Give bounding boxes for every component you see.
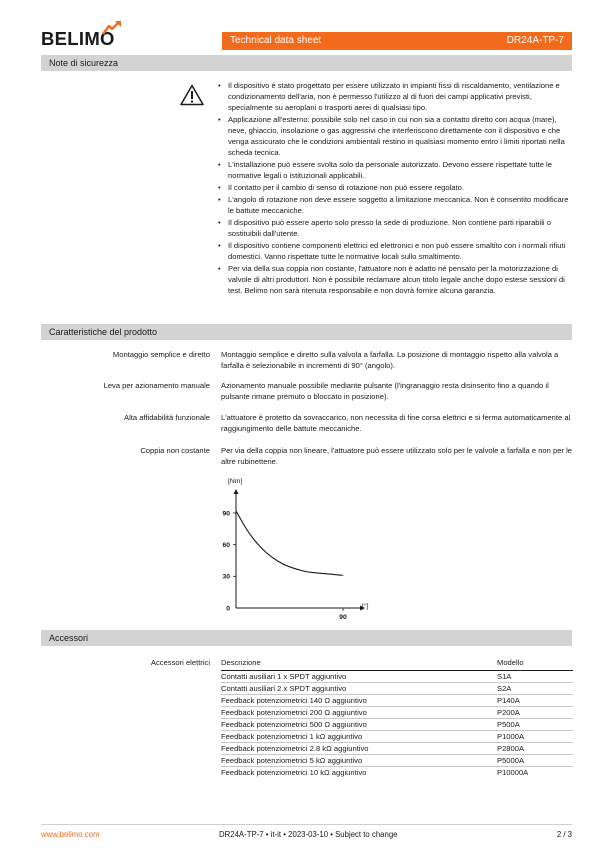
footer-info: DR24A-TP-7 • it-it • 2023-03-10 • Subject to change: [219, 830, 398, 839]
model-cell: S1A: [497, 670, 573, 682]
description-cell: Contatti ausiliari 2 x SPDT aggiuntivo: [221, 682, 497, 694]
warning-icon: [180, 84, 204, 106]
model-cell: P200A: [497, 706, 573, 718]
table-row: [221, 682, 573, 694]
feature-text: Montaggio semplice e diretto sulla valvola a farfalla. La posizione di montaggio rispetto alla valvola a farfalla è selezionabile in incrementi di 90° (angolo).: [221, 350, 559, 370]
belimo-logo: [41, 26, 121, 50]
model-cell: P140A: [497, 694, 573, 706]
table-row: [221, 766, 573, 778]
section-features: Caratteristiche del prodotto: [41, 324, 572, 340]
y-axis-arrow: [234, 489, 239, 494]
logo-arrow-icon: [101, 20, 123, 36]
column-header: Descrizione: [221, 656, 497, 670]
description-cell: Feedback potenziometrici 500 Ω aggiuntivo: [221, 718, 497, 730]
safety-item: • L'angolo di rotazione non deve essere soggetto a limitazione meccanica. Non è consentito modificare le battute meccaniche.: [218, 194, 574, 216]
y-tick-label: 0: [226, 605, 230, 613]
y-tick-label: 60: [222, 542, 230, 550]
x-axis-label: [°]: [362, 603, 369, 610]
logo-text: BELIMO: [41, 28, 115, 49]
y-tick-label: 30: [222, 573, 230, 581]
accessories-label: Accessori elettrici: [150, 658, 210, 667]
description-cell: Feedback potenziometrici 140 Ω aggiuntivo: [221, 694, 497, 706]
section-safety: Note di sicurezza: [41, 55, 572, 71]
model-cell: P1000A: [497, 730, 573, 742]
table-row: [221, 694, 573, 706]
description-cell: Feedback potenziometrici 200 Ω aggiuntivo: [221, 706, 497, 718]
model-cell: P5000A: [497, 754, 573, 766]
feature-label: Alta affidabilità funzionale: [124, 413, 210, 422]
table-header-row: [221, 656, 573, 670]
torque-chart: [212, 470, 382, 630]
section-accessories: Accessori: [41, 630, 572, 646]
feature-label: Leva per azionamento manuale: [103, 381, 210, 390]
model-cell: P10000A: [497, 767, 529, 777]
description-cell: Feedback potenziometrici 2.8 kΩ aggiuntivo: [221, 742, 497, 754]
table-row: [221, 706, 573, 718]
description-cell: Contatti ausiliari 1 x SPDT aggiuntivo: [221, 670, 497, 682]
column-header: Modello: [497, 656, 573, 670]
feature-text: L'attuatore è protetto da sovraccarico, non necessita di fine corsa elettrici e si ferma automaticamente al raggiungimento delle battute meccaniche.: [221, 413, 571, 433]
feature-label: Montaggio semplice e diretto: [112, 350, 210, 359]
x-tick-label: 90: [339, 614, 347, 621]
header-bar: [222, 32, 572, 50]
table-row: [221, 670, 573, 682]
model-cell: S2A: [497, 682, 573, 694]
doc-title: Technical data sheet: [230, 35, 322, 46]
safety-item: • Per via della sua coppia non costante, l'attuatore non è adatto né pensato per la motorizzazione di valvole di altri produttori. Non è possibile reclamare alcun titolo legale anche dopo estese sessioni di test. Belimo non sarà ritenuta responsabile e non dovrà fornire alcuna garanzia.: [218, 263, 574, 296]
torque-curve: [236, 511, 343, 575]
safety-item: • Il dispositivo è stato progettato per essere utilizzato in impianti fissi di riscaldamento, ventilazione e condizionamento dell'aria, non è permesso l'utilizzo al di fuori dei campi applicativi previsti, specialmente su aeroplani o trasporti aerei di qualsiasi tipo.: [218, 80, 574, 113]
footer-divider: [41, 824, 572, 825]
table-row: [221, 718, 573, 730]
website-link[interactable]: www.belimo.com: [41, 830, 100, 839]
model-cell: P500A: [497, 718, 573, 730]
product-code: DR24A-TP-7: [506, 35, 564, 46]
safety-item: • Il contatto per il cambio di senso di rotazione non può essere regolato.: [218, 182, 574, 193]
accessories-table: [221, 656, 573, 778]
description-cell: Feedback potenziometrici 10 kΩ aggiuntivo: [221, 767, 367, 777]
table-row: [221, 742, 573, 754]
feature-text: Azionamento manuale possibile mediante pulsante (l'ingranaggio resta disinserito fino a quando il pulsante rimane premuto o bloccato in posizione).: [221, 381, 549, 401]
safety-item: • L'installazione può essere svolta solo da personale autorizzato. Devono essere rispettate tutte le normative legali o istituzionali applicabili.: [218, 159, 574, 181]
table-row: [221, 754, 573, 766]
safety-item: • Applicazione all'esterno: possibile solo nel caso in cui non sia a contatto diretto con acqua (mare), neve, ghiaccio, insolazione o gas aggressivi che interferiscono direttamente con il dispositivo e che venga assicurato che le condizioni ambientali restino in qualsiasi momento entro i limiti riportati nella scheda tecnica.: [218, 114, 574, 158]
model-cell: P2800A: [497, 742, 573, 754]
page-number: 2 / 3: [556, 830, 572, 839]
y-tick-label: 90: [222, 510, 230, 518]
table-row: [221, 730, 573, 742]
safety-item: • Il dispositivo può essere aperto solo presso la sede di produzione. Non contiene parti riparabili o sostituibili dall'utente.: [218, 217, 574, 239]
feature-text: Per via della coppia non lineare, l'attuatore può essere utilizzato solo per le valvole a farfalla e non per le altre rubinetterie.: [221, 446, 572, 466]
feature-label: Coppia non costante: [140, 446, 210, 455]
y-axis-label: [Nm]: [228, 478, 243, 485]
safety-list: [218, 80, 574, 297]
description-cell: Feedback potenziometrici 5 kΩ aggiuntivo: [221, 754, 497, 766]
safety-item: • Il dispositivo contiene componenti elettrici ed elettronici e non può essere smaltito con i normali rifiuti domestici. Vanno rispettate tutte le normative locali sullo smaltimento.: [218, 240, 574, 262]
description-cell: Feedback potenziometrici 1 kΩ aggiuntivo: [221, 730, 497, 742]
